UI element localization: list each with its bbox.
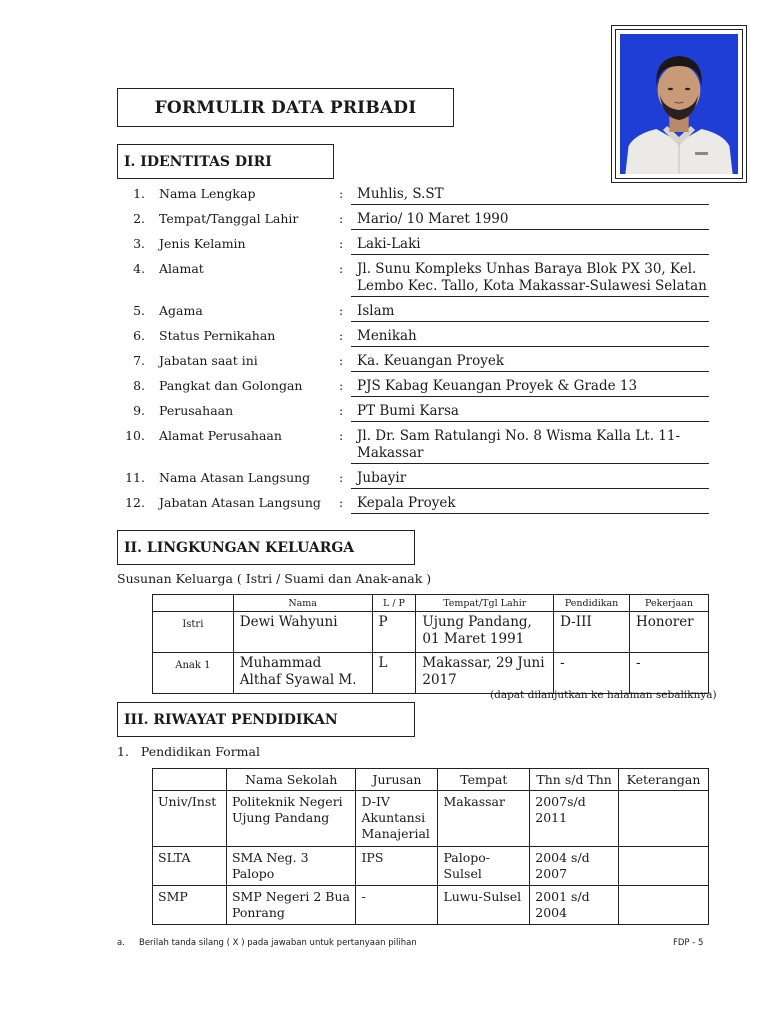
table-cell: Honorer [630, 612, 709, 653]
section-keluarga-header [117, 530, 415, 565]
row-number: 6. [133, 328, 145, 343]
row-number: 12. [125, 495, 145, 510]
table-cell [619, 886, 709, 925]
field-value-nama: Muhlis, S.ST [351, 186, 709, 205]
field-colon: : [339, 303, 344, 318]
table-cell: Luwu-Sulsel [438, 886, 530, 925]
section-identitas-header [117, 144, 334, 179]
table-cell: Muhammad Althaf Syawal M. [233, 653, 372, 694]
row-number: 10. [125, 428, 145, 443]
column-header: Nama Sekolah [226, 769, 356, 791]
table-cell: 2004 s/d 2007 [530, 847, 619, 886]
field-colon: : [339, 353, 344, 368]
table-header-row [153, 769, 709, 791]
table-cell: - [554, 653, 630, 694]
table-cell: SMP Negeri 2 Bua Ponrang [226, 886, 356, 925]
field-value-alamat-line2: Lembo Kec. Tallo, Kota Makassar-Sulawesi Selatan [357, 278, 707, 294]
table-cell: SMA Neg. 3 Palopo [226, 847, 356, 886]
field-value-atasan: Jubayir [351, 470, 709, 489]
form-title: FORMULIR DATA PRIBADI [154, 97, 417, 118]
row-number: 3. [133, 236, 145, 251]
table-header-row [153, 595, 709, 612]
field-label: Perusahaan [159, 403, 234, 418]
field-colon: : [339, 378, 344, 393]
column-header: Pendidikan [554, 595, 630, 612]
section-pendidikan-header [117, 702, 415, 737]
field-value-alamat-line1: Jl. Sunu Kompleks Unhas Baraya Blok PX 30, Kel. [357, 261, 697, 277]
form-title-box [117, 88, 454, 127]
field-label: Agama [159, 303, 203, 318]
field-value-alamat [351, 261, 709, 297]
row-number: 4. [133, 261, 145, 276]
column-header: Tempat/Tgl Lahir [416, 595, 554, 612]
table-cell: Anak 1 [153, 653, 234, 694]
table-row [153, 612, 709, 653]
table-cell: D-IV Akuntansi Manajerial [356, 791, 438, 847]
table-cell: L [372, 653, 416, 694]
table-cell: Politeknik Negeri Ujung Pandang [226, 791, 356, 847]
field-label: Pangkat dan Golongan [159, 378, 303, 393]
field-label: Jabatan saat ini [159, 353, 258, 368]
field-value-jabatan-atasan: Kepala Proyek [351, 495, 709, 514]
field-label: Status Pernikahan [159, 328, 276, 343]
field-value-jabatan: Ka. Keuangan Proyek [351, 353, 709, 372]
column-header [153, 595, 234, 612]
field-value-alamat-perusahaan-line1: Jl. Dr. Sam Ratulangi No. 8 Wisma Kalla Lt. 11- [357, 428, 681, 444]
column-header: Keterangan [619, 769, 709, 791]
table-cell: P [372, 612, 416, 653]
row-number: 7. [133, 353, 145, 368]
row-number: 9. [133, 403, 145, 418]
photo-frame [611, 25, 747, 183]
field-value-jenis-kelamin: Laki-Laki [351, 236, 709, 255]
field-label: Alamat [159, 261, 204, 276]
section-pendidikan-title: III. RIWAYAT PENDIDIKAN [124, 711, 338, 728]
table-cell: 2007s/d 2011 [530, 791, 619, 847]
table-cell: - [630, 653, 709, 694]
continuation-note: (dapat dilanjutkan ke halaman sebaliknya) [490, 689, 717, 701]
field-colon: : [339, 403, 344, 418]
row-number: 11. [125, 470, 145, 485]
field-colon: : [339, 328, 344, 343]
table-cell [619, 791, 709, 847]
field-value-pangkat: PJS Kabag Keuangan Proyek & Grade 13 [351, 378, 709, 397]
column-header: Thn s/d Thn [530, 769, 619, 791]
field-colon: : [339, 261, 344, 276]
table-row [153, 886, 709, 925]
table-row [153, 847, 709, 886]
table-cell: Istri [153, 612, 234, 653]
field-value-alamat-perusahaan-line2: Makassar [357, 445, 424, 461]
field-label: Jabatan Atasan Langsung [159, 495, 321, 510]
column-header: Tempat [438, 769, 530, 791]
column-header: Nama [233, 595, 372, 612]
field-label: Alamat Perusahaan [159, 428, 282, 443]
field-value-ttl: Mario/ 10 Maret 1990 [351, 211, 709, 230]
table-row [153, 791, 709, 847]
table-cell: SMP [153, 886, 227, 925]
footer-marker: a. [117, 938, 125, 948]
field-colon: : [339, 428, 344, 443]
field-label: Jenis Kelamin [159, 236, 246, 251]
column-header [153, 769, 227, 791]
field-label: Tempat/Tanggal Lahir [159, 211, 299, 226]
education-subtitle: 1. Pendidikan Formal [117, 744, 260, 759]
column-header: Pekerjaan [630, 595, 709, 612]
table-cell [619, 847, 709, 886]
row-number: 5. [133, 303, 145, 318]
table-cell: Univ/Inst [153, 791, 227, 847]
field-value-status: Menikah [351, 328, 709, 347]
family-subtitle: Susunan Keluarga ( Istri / Suami dan Anak-anak ) [117, 571, 432, 586]
field-label: Nama Atasan Langsung [159, 470, 311, 485]
field-colon: : [339, 495, 344, 510]
row-number: 1. [133, 186, 145, 201]
field-colon: : [339, 236, 344, 251]
photo-inner-frame [615, 29, 743, 179]
column-header: L / P [372, 595, 416, 612]
table-cell: IPS [356, 847, 438, 886]
table-cell: Dewi Wahyuni [233, 612, 372, 653]
table-cell: 2001 s/d 2004 [530, 886, 619, 925]
field-value-agama: Islam [351, 303, 709, 322]
field-colon: : [339, 211, 344, 226]
row-number: 8. [133, 378, 145, 393]
education-table [152, 768, 709, 925]
family-table [152, 594, 709, 694]
table-cell: Ujung Pandang, 01 Maret 1991 [416, 612, 554, 653]
table-cell: Palopo-Sulsel [438, 847, 530, 886]
column-header: Jurusan [356, 769, 438, 791]
profile-photo [620, 34, 738, 174]
table-cell: D-III [554, 612, 630, 653]
table-cell: Makassar, 29 Juni 2017 [416, 653, 554, 694]
footer-instruction: Berilah tanda silang ( X ) pada jawaban untuk pertanyaan pilihan [139, 938, 417, 948]
table-cell: - [356, 886, 438, 925]
table-cell: Makassar [438, 791, 530, 847]
row-number: 2. [133, 211, 145, 226]
field-value-alamat-perusahaan [351, 428, 709, 464]
table-cell: SLTA [153, 847, 227, 886]
section-identitas-title: I. IDENTITAS DIRI [124, 153, 272, 170]
field-colon: : [339, 470, 344, 485]
page-number: FDP - 5 [673, 938, 704, 948]
field-label: Nama Lengkap [159, 186, 256, 201]
field-value-perusahaan: PT Bumi Karsa [351, 403, 709, 422]
table-row [153, 653, 709, 694]
field-colon: : [339, 186, 344, 201]
section-keluarga-title: II. LINGKUNGAN KELUARGA [124, 539, 355, 556]
